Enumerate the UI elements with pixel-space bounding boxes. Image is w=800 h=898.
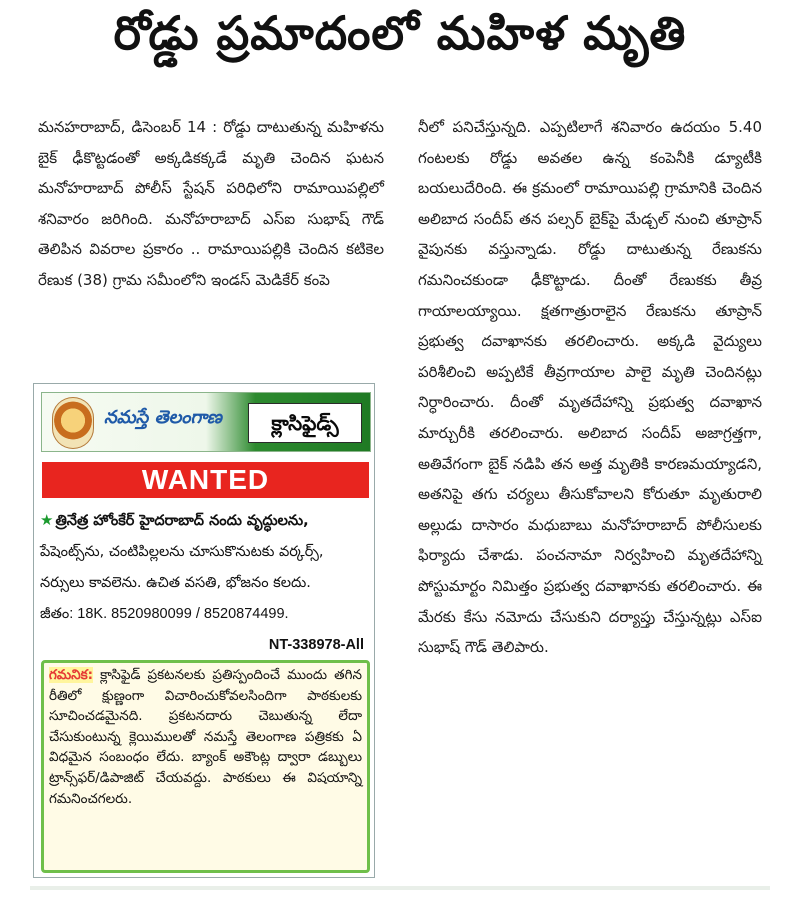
article-text-left: మనహరాబాద్, డిసెంబర్ 14 : రోడ్డు దాటుతున్న మహిళను బైక్ ఢీకొట్టడంతో అక్కడికక్కడే మృతి చెందిన ఘటన మనోహరాబాద్ పోలీస్ స్టేషన్ పరిధిలోని రామాయిపల్లిలో శనివారం జరిగింది. మనోహరాబాద్ ఎస్ఐ సుభాష్ గౌడ్ తెలిపిన వివరాల ప్రకారం .. రామాయిపల్లికి చెందిన కటికెల రేణుక (38) గ్రామ సమీంలోని ఇండస్ మెడికేర్ కంపె [38, 118, 384, 289]
newspaper-logo: నమస్తే తెలంగాణ [104, 407, 222, 428]
article-column-left [38, 112, 384, 296]
classified-ad [33, 383, 375, 878]
ad-line-1: త్రినేత్ర హోంకేర్ హైదరాబాద్ నందు వృద్ధులను, [55, 513, 309, 529]
ad-line-3: నర్సులు కావలెను. ఉచిత వసతి, భోజనం కలదు. [40, 575, 311, 591]
bottom-divider [30, 886, 770, 890]
ad-banner [41, 392, 371, 452]
page-title: రోడ్డు ప్రమాదంలో మహిళ మృతి [113, 6, 687, 60]
article-column-right [418, 112, 762, 663]
emblem-icon [52, 397, 94, 449]
notice-text: క్లాసిఫైడ్ ప్రకటనలకు ప్రతిస్పందించే ముందు తగిన రీతిలో క్షుణ్ణంగా విచారించుకోవలసిందిగా పాఠకులకు సూచించడమైనది. ప్రకటనదారు చెబుతున్న లేదా చేసుకుంటున్న క్లెయిములతో నమస్తే తెలంగాణ పత్రికకు ఏ విధమైన సంబంధం లేదు. బ్యాంక్ అకౌంట్ల ద్వారా డబ్బులు ట్రాన్స్‌ఫర్/డిపాజిట్ చేయవద్దు. పాఠకులు ఈ విషయాన్ని గమనించగలరు. [49, 667, 362, 807]
notice-box [41, 660, 370, 873]
ad-body [40, 505, 370, 661]
wanted-banner: WANTED [42, 462, 369, 498]
notice-label: గమనిక: [49, 667, 94, 683]
ad-line-2: పేషెంట్స్‌ను, చంటిపిల్లలను చూసుకొనుటకు వర్కర్స్, [40, 544, 324, 560]
section-label: క్లాసిఫైడ్స్ [248, 403, 362, 443]
star-icon: ★ [40, 511, 54, 529]
article-text-right: నీలో పనిచేస్తున్నది. ఎప్పటిలాగే శనివారం ఉదయం 5.40 గంటలకు రోడ్డు అవతల ఉన్న కంపెనీకి డ్యూటీకి బయలుదేరింది. ఈ క్రమంలో రామాయిపల్లి గ్రామానికి చెందిన అలిబాద సందీప్ తన పల్సర్ బైక్‌పై మేడ్చల్ నుంచి తూప్రాన్ వైపునకు వస్తున్నాడు. రోడ్డు దాటుతున్న రేణుకను గమనించకుండా ఢీకొట్టాడు. దీంతో రేణుకకు తీవ్ర గాయాలయ్యాయి. క్షతగాత్రురాలైన రేణుకను తూప్రాన్ ప్రభుత్వ దవాఖానకు తరలించారు. అక్కడి వైద్యులు పరిశీలించి అప్పటికే తీవ్రగాయాల పాలై మృతి చెందినట్లు నిర్ధారించారు. దీంతో మృతదేహాన్ని ప్రభుత్వ దవాఖాన మార్చురీకి తరలించారు. అలిబాద సందీప్ అజాగ్రత్తగా, అతివేగంగా బైక్ నడిపి తన అత్త మృతికి కారణమయ్యాడని, అతనిపై తగు చర్యలు తీసుకోవాలని కోరుతూ మృతురాలి అల్లుడు దాసారం మధుబాబు మనోహరాబాద్ పోలీసులకు ఫిర్యాదు చేశాడు. పంచనామా నిర్వహించి మృతదేహాన్ని పోస్టుమార్టం నిమిత్తం ప్రభుత్వ దవాఖానకు తరలించారు. ఈ మేరకు కేసు నమోదు చేసుకుని దర్యాప్తు చేస్తున్నట్లు ఎస్ఐ సుభాష్ గౌడ్ తెలిపారు. [418, 118, 762, 657]
ad-salary-phone: జీతం: 18K. 8520980099 / 8520874499. [40, 606, 289, 622]
ad-code: NT-338978-All [268, 637, 364, 653]
